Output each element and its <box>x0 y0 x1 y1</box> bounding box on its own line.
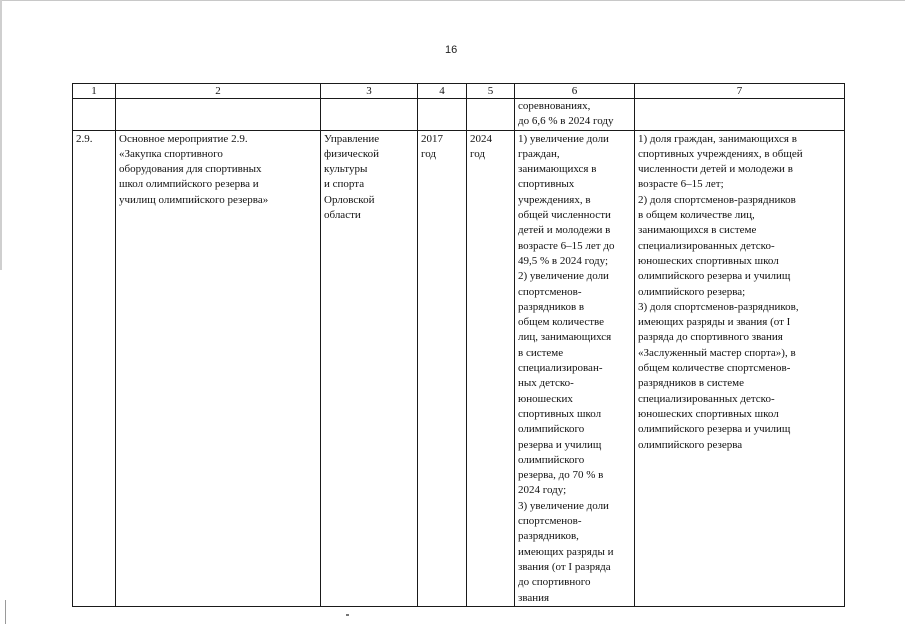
cont-cell-5 <box>467 99 515 131</box>
cont-cell-3 <box>321 99 418 131</box>
header-cell-1: 1 <box>73 84 116 99</box>
measures-table <box>72 83 845 607</box>
header-cell-2: 2 <box>116 84 321 99</box>
scan-margin-mark <box>5 600 6 624</box>
header-cell-7: 7 <box>635 84 845 99</box>
cont-cell-6: соревнованиях, до 6,6 % в 2024 году <box>515 99 635 131</box>
cont-cell-1 <box>73 99 116 131</box>
scan-edge-left <box>0 0 2 270</box>
header-cell-6: 6 <box>515 84 635 99</box>
start-year: 2017 год <box>418 130 467 606</box>
header-cell-5: 5 <box>467 84 515 99</box>
header-cell-4: 4 <box>418 84 467 99</box>
measure-name: Основное мероприятие 2.9. «Закупка спортивного оборудования для спортивных школ олимпийского резерва и училищ олимпийского резерва» <box>116 130 321 606</box>
end-year: 2024 год <box>467 130 515 606</box>
cont-cell-2 <box>116 99 321 131</box>
scan-speck <box>346 614 349 616</box>
row-number: 2.9. <box>73 130 116 606</box>
responsible-executor: Управление физической культуры и спорта Орловской области <box>321 130 418 606</box>
header-cell-3: 3 <box>321 84 418 99</box>
scan-edge-top <box>0 0 905 1</box>
cont-cell-7 <box>635 99 845 131</box>
page-number: 16 <box>445 44 458 56</box>
indicators: 1) доля граждан, занимающихся в спортивных учреждениях, в общей численности детей и молодежи в возрасте 6–15 лет; 2) доля спортсменов-разрядников в общем количестве лиц, занимающихся в системе специализированных детско- юношеских спортивных школ олимпийского резерва и училищ олимпийского резерва; 3) доля спортсменов-разрядников, имеющих разряды и звания (от I разряда до спортивного звания «Заслуженный мастер спорта»), в общем количестве спортсменов- разрядников в системе специализированных детско- юношеских спортивных школ олимпийского резерва и училищ олимпийского резерва <box>635 130 845 606</box>
table-row <box>73 130 845 606</box>
table-header-row <box>73 84 845 99</box>
expected-result: 1) увеличение доли граждан, занимающихся в спортивных учреждениях, в общей численности детей и молодежи в возрасте 6–15 лет до 49,5 % в 2024 году; 2) увеличение доли спортсменов- разрядников в общем количестве лиц, занимающихся в системе специализирован- ных детско- юношеских спортивных школ олимпийского резерва и училищ олимпийского резерва, до 70 % в 2024 году; 3) увеличение доли спортсменов- разрядников, имеющих разряды и звания (от I разряда до спортивного звания <box>515 130 635 606</box>
cont-cell-4 <box>418 99 467 131</box>
continuation-row <box>73 99 845 131</box>
